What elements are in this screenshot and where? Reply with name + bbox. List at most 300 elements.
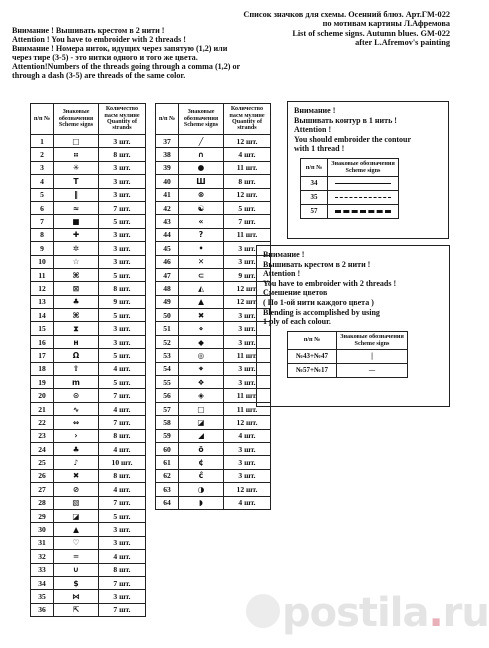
row-number: 12 (31, 282, 54, 295)
strand-quantity: 4 шт. (224, 148, 271, 161)
table-row (156, 295, 271, 308)
row-number: 8 (31, 228, 54, 241)
scheme-sign-icon: ⇔ (54, 416, 99, 429)
row-number: 38 (156, 148, 179, 161)
table-row (31, 590, 146, 603)
header-left-line: через тире (3-5) - это нитки одного и того же цвета. (12, 53, 198, 63)
table-row (31, 295, 146, 308)
blend-sign: | (337, 349, 408, 363)
scheme-sign-icon: □ (54, 135, 99, 148)
row-number: 31 (31, 536, 54, 549)
row-number: 17 (31, 349, 54, 362)
row-number: 25 (31, 456, 54, 469)
row-number: 45 (156, 242, 179, 255)
table-row (31, 322, 146, 335)
table-row (156, 255, 271, 268)
notice-line: You should embroider the contour (294, 134, 412, 144)
row-number: 50 (156, 309, 179, 322)
table-row (31, 349, 146, 362)
row-number: 44 (156, 228, 179, 241)
table-row (156, 322, 271, 335)
scheme-sign-icon: ⊗ (179, 188, 224, 201)
strand-quantity: 5 шт. (99, 349, 146, 362)
row-number: 46 (156, 255, 179, 268)
strand-quantity: 7 шт. (99, 576, 146, 589)
strand-quantity: 11 шт. (224, 389, 271, 402)
strand-quantity: 5 шт. (99, 509, 146, 522)
table-row (156, 376, 271, 389)
table-row (156, 188, 271, 201)
header-left-line: Attention ! You have to embroider with 2 threads ! (12, 35, 186, 45)
strand-quantity: 3 шт. (99, 590, 146, 603)
table-row (31, 456, 146, 469)
row-number: 56 (156, 389, 179, 402)
strand-quantity: 3 шт. (224, 469, 271, 482)
contour-num: 34 (301, 176, 328, 190)
table-row (156, 242, 271, 255)
table-row (31, 416, 146, 429)
table-row (156, 402, 271, 415)
row-number: 62 (156, 469, 179, 482)
table-row (31, 255, 146, 268)
scheme-sign-icon: ▲ (179, 295, 224, 308)
table-row (31, 362, 146, 375)
col-qty-header: Количество пасм мулине Quantity of strands (224, 104, 271, 135)
table-row (156, 469, 271, 482)
scheme-sign-icon: ⊙ (54, 389, 99, 402)
row-number: 57 (156, 402, 179, 415)
strand-quantity: 7 шт. (99, 603, 146, 616)
table-row (31, 402, 146, 415)
notice-line: Внимание ! (294, 106, 336, 115)
strand-quantity: 4 шт. (99, 402, 146, 415)
notice-line: Внимание ! (263, 250, 305, 259)
strand-quantity: 3 шт. (99, 242, 146, 255)
row-number: 35 (31, 590, 54, 603)
row-number: 47 (156, 268, 179, 281)
row-number: 6 (31, 201, 54, 214)
strand-quantity: 5 шт. (99, 268, 146, 281)
scheme-sign-icon: ‖ (54, 188, 99, 201)
header-left-line: Attention!Numbers of the threads going through a comma (1,2) or (12, 62, 241, 72)
row-number: 61 (156, 456, 179, 469)
scheme-sign-icon: ♪ (54, 456, 99, 469)
thin-line-icon (335, 183, 391, 184)
strand-quantity: 3 шт. (224, 242, 271, 255)
row-number: 39 (156, 161, 179, 174)
table-row (31, 188, 146, 201)
scheme-sign-icon: ⋄ (179, 322, 224, 335)
strand-quantity: 3 шт. (224, 255, 271, 268)
row-number: 28 (31, 496, 54, 509)
strand-quantity: 3 шт. (224, 362, 271, 375)
notice-line: ( По 1-ой нити каждого цвета ) (263, 297, 374, 307)
table-row (156, 161, 271, 174)
scheme-sign-icon: $ (54, 576, 99, 589)
scheme-sign-icon: ∿ (54, 402, 99, 415)
scheme-sign-icon: ◈ (179, 389, 224, 402)
scheme-sign-icon: Ш (179, 175, 224, 188)
strand-quantity: 3 шт. (224, 335, 271, 348)
notice-line: Вышивать контур в 1 нить ! (294, 115, 397, 125)
row-number: 23 (31, 429, 54, 442)
table-row (156, 282, 271, 295)
row-number: 26 (31, 469, 54, 482)
strand-quantity: 3 шт. (99, 135, 146, 148)
scheme-sign-icon: T (54, 175, 99, 188)
scheme-sign-icon: ❖ (179, 376, 224, 389)
header-right-line: Список значков для схемы. Осенний блюз. Арт.ГМ-022 (243, 10, 450, 19)
table-row (156, 429, 271, 442)
strand-quantity: 5 шт. (99, 215, 146, 228)
strand-quantity: 8 шт. (99, 429, 146, 442)
strand-quantity: 7 шт. (99, 416, 146, 429)
strand-quantity: 3 шт. (99, 255, 146, 268)
table-row (31, 376, 146, 389)
scheme-sign-icon: ♣ (54, 295, 99, 308)
row-number: 30 (31, 523, 54, 536)
row-number: 5 (31, 188, 54, 201)
table-row (156, 148, 271, 161)
strand-quantity: 3 шт. (99, 536, 146, 549)
strand-quantity: 9 шт. (224, 268, 271, 281)
strand-quantity: 10 шт. (99, 456, 146, 469)
strand-quantity: 4 шт. (99, 483, 146, 496)
scheme-sign-icon: ▧ (54, 496, 99, 509)
table-row (31, 429, 146, 442)
strand-quantity: 11 шт. (224, 349, 271, 362)
table-row (31, 201, 146, 214)
row-number: 60 (156, 442, 179, 455)
row-number: 52 (156, 335, 179, 348)
row-number: 15 (31, 322, 54, 335)
scheme-sign-icon: ◪ (179, 416, 224, 429)
table-row (31, 228, 146, 241)
row-number: 49 (156, 295, 179, 308)
col-sign-header: Знаковые обозначения Scheme signs (328, 158, 399, 176)
contour-table (300, 158, 399, 219)
row-number: 14 (31, 309, 54, 322)
strand-quantity: 5 шт. (99, 309, 146, 322)
strand-quantity: 7 шт. (99, 201, 146, 214)
watermark-dot: . (428, 590, 443, 636)
row-number: 24 (31, 442, 54, 455)
table-row (156, 389, 271, 402)
row-number: 2 (31, 148, 54, 161)
blend-num: №43+№47 (288, 349, 337, 363)
table-row (156, 335, 271, 348)
table-row (156, 442, 271, 455)
strand-quantity: 11 шт. (224, 161, 271, 174)
table-row (31, 242, 146, 255)
scheme-sign-icon: ⇱ (54, 603, 99, 616)
row-number: 53 (156, 349, 179, 362)
strand-quantity: 8 шт. (224, 175, 271, 188)
row-number: 19 (31, 376, 54, 389)
row-number: 37 (156, 135, 179, 148)
table-row (31, 161, 146, 174)
row-number: 33 (31, 563, 54, 576)
contour-num: 57 (301, 204, 328, 218)
strand-quantity: 3 шт. (99, 175, 146, 188)
scheme-sign-icon: ☆ (54, 255, 99, 268)
scheme-sign-icon: ⌘ (54, 268, 99, 281)
blending-notice-box (256, 245, 450, 407)
row-number: 40 (156, 175, 179, 188)
row-number: 13 (31, 295, 54, 308)
strand-quantity: 12 шт. (224, 295, 271, 308)
row-number: 1 (31, 135, 54, 148)
row-number: 18 (31, 362, 54, 375)
col-sign-header: Знаковые обозначения Scheme signs (337, 331, 408, 349)
signs-table-left (30, 103, 146, 617)
row-number: 63 (156, 483, 179, 496)
row-number: 16 (31, 335, 54, 348)
scheme-sign-icon: ✳ (54, 161, 99, 174)
scheme-sign-icon: m (54, 376, 99, 389)
notice-line: Вышивать крестом в 2 нити ! (263, 259, 371, 269)
scheme-sign-icon: › (54, 429, 99, 442)
strand-quantity: 5 шт. (224, 201, 271, 214)
row-number: 41 (156, 188, 179, 201)
table-row (156, 135, 271, 148)
scheme-sign-icon: ⠶ (54, 148, 99, 161)
table-row (31, 389, 146, 402)
scheme-sign-icon: ≈ (54, 201, 99, 214)
row-number: 48 (156, 282, 179, 295)
watermark (282, 590, 489, 636)
col-sign-header: Знаковые обозначения Scheme signs (179, 104, 224, 135)
watermark-tld: ru (442, 590, 489, 636)
strand-quantity: 11 шт. (224, 402, 271, 415)
strand-quantity: 12 шт. (224, 282, 271, 295)
header-right-line: List of scheme signs. Autumn blues. GM-022 (292, 28, 450, 38)
scheme-sign-icon: □ (179, 402, 224, 415)
table-row (31, 282, 146, 295)
table-row (31, 483, 146, 496)
strand-quantity: 4 шт. (99, 362, 146, 375)
row-number: 21 (31, 402, 54, 415)
row-number: 64 (156, 496, 179, 509)
col-num-header: п/п № (31, 104, 54, 135)
scheme-sign-icon: « (179, 215, 224, 228)
table-row (31, 215, 146, 228)
scheme-sign-icon: ◑ (179, 483, 224, 496)
table-row (156, 456, 271, 469)
row-number: 27 (31, 483, 54, 496)
strand-quantity: 7 шт. (99, 496, 146, 509)
strand-quantity: 7 шт. (224, 215, 271, 228)
table-row (31, 550, 146, 563)
strand-quantity: 12 шт. (224, 483, 271, 496)
scheme-sign-icon: ♡ (54, 536, 99, 549)
table-row (31, 135, 146, 148)
table-row (156, 416, 271, 429)
scheme-sign-icon: ⊠ (54, 282, 99, 295)
row-number: 22 (31, 416, 54, 429)
row-number: 42 (156, 201, 179, 214)
strand-quantity: 8 шт. (99, 282, 146, 295)
scheme-sign-icon: ⇧ (54, 362, 99, 375)
notice-line: Attention ! (294, 125, 332, 135)
strand-quantity: 3 шт. (99, 188, 146, 201)
table-row (156, 349, 271, 362)
strand-quantity: 3 шт. (99, 335, 146, 348)
table-row (31, 536, 146, 549)
row-number: 58 (156, 416, 179, 429)
scheme-sign-icon: ✕ (179, 255, 224, 268)
col-num-header: п/п № (288, 331, 337, 349)
scheme-sign-icon: ■ (54, 215, 99, 228)
strand-quantity: 3 шт. (99, 161, 146, 174)
strand-quantity: 12 шт. (224, 188, 271, 201)
table-row (156, 215, 271, 228)
scheme-sign-icon: ◆ (179, 335, 224, 348)
table-row (156, 483, 271, 496)
table-row (31, 309, 146, 322)
row-number: 11 (31, 268, 54, 281)
col-num-header: п/п № (301, 158, 328, 176)
notice-line: Blending is accomplished by using (263, 307, 380, 317)
scheme-sign-icon: ♣ (54, 442, 99, 455)
scheme-sign-icon: ⋈ (54, 590, 99, 603)
table-row (31, 175, 146, 188)
row-number: 9 (31, 242, 54, 255)
col-sign-header: Знаковые обозначения Scheme signs (54, 104, 99, 135)
dashed-line-icon (335, 197, 391, 198)
contour-notice-box (287, 101, 449, 239)
scheme-sign-icon: Ω (54, 349, 99, 362)
scheme-sign-icon: ◭ (179, 282, 224, 295)
table-row (31, 268, 146, 281)
scheme-sign-icon: ⊘ (54, 483, 99, 496)
scheme-sign-icon: ⌘ (54, 309, 99, 322)
scheme-sign-icon: ∪ (54, 563, 99, 576)
header-left-line: Внимание ! Вышивать крестом в 2 нити ! (12, 26, 165, 35)
contour-num: 35 (301, 190, 328, 204)
strand-quantity: 3 шт. (99, 228, 146, 241)
table-row (31, 509, 146, 522)
table-row (31, 576, 146, 589)
scheme-sign-icon: ? (179, 228, 224, 241)
strand-quantity: 4 шт. (99, 442, 146, 455)
header-left (12, 26, 287, 80)
row-number: 59 (156, 429, 179, 442)
watermark-brand: postila (282, 590, 429, 636)
table-row (31, 469, 146, 482)
row-number: 54 (156, 362, 179, 375)
table-row (31, 523, 146, 536)
strand-quantity: 5 шт. (99, 376, 146, 389)
scheme-sign-icon: ╱ (179, 135, 224, 148)
header-right-line: по мотивам картины Л.Афремова (322, 19, 450, 29)
scheme-sign-icon: ∩ (179, 148, 224, 161)
scheme-sign-icon: ═ (54, 550, 99, 563)
strand-quantity: 4 шт. (99, 550, 146, 563)
blending-table (287, 331, 408, 378)
thick-dashed-line-icon (335, 210, 391, 213)
notice-line: You have to embroider with 2 threads ! (263, 278, 397, 288)
scheme-sign-icon: ✚ (54, 228, 99, 241)
row-number: 3 (31, 161, 54, 174)
row-number: 43 (156, 215, 179, 228)
notice-line: with 1 thread ! (294, 144, 345, 154)
scheme-sign-icon: ✲ (54, 242, 99, 255)
watermark-logo-icon (246, 594, 280, 628)
strand-quantity: 4 шт. (224, 496, 271, 509)
scheme-sign-icon: • (179, 242, 224, 255)
scheme-sign-icon: ☯ (179, 201, 224, 214)
scheme-sign-icon: ¢ (179, 456, 224, 469)
strand-quantity: 11 шт. (224, 228, 271, 241)
notice-line: Смешение цветов (263, 288, 328, 298)
scheme-sign-icon: ✖ (54, 469, 99, 482)
strand-quantity: 3 шт. (224, 322, 271, 335)
table-row (156, 362, 271, 375)
table-row (156, 496, 271, 509)
strand-quantity: 7 шт. (99, 389, 146, 402)
scheme-sign-icon: ⌖ (179, 362, 224, 375)
table-row (31, 148, 146, 161)
header-right-line: after L.Afremov's painting (355, 37, 450, 47)
scheme-sign-icon: ● (179, 161, 224, 174)
scheme-sign-icon: ⊂ (179, 268, 224, 281)
table-row (31, 335, 146, 348)
row-number: 32 (31, 550, 54, 563)
row-number: 4 (31, 175, 54, 188)
blend-num: №57+№17 (288, 363, 337, 377)
scheme-sign-icon: ⧗ (54, 322, 99, 335)
row-number: 10 (31, 255, 54, 268)
row-number: 34 (31, 576, 54, 589)
table-row (156, 201, 271, 214)
scheme-sign-icon: н (54, 335, 99, 348)
table-row (31, 496, 146, 509)
row-number: 55 (156, 376, 179, 389)
notice-line: 1 ply of each colour. (263, 317, 331, 327)
scheme-sign-icon: ◎ (179, 349, 224, 362)
table-row (156, 309, 271, 322)
strand-quantity: 3 шт. (99, 322, 146, 335)
table-row (31, 563, 146, 576)
table-row (31, 442, 146, 455)
strand-quantity: 3 шт. (224, 456, 271, 469)
col-qty-header: Количество пасм мулине Quantity of strands (99, 104, 146, 135)
row-number: 36 (31, 603, 54, 616)
scheme-sign-icon: ◗ (179, 496, 224, 509)
scheme-sign-icon: ĉ (179, 469, 224, 482)
scheme-sign-icon: ö (179, 442, 224, 455)
strand-quantity: 8 шт. (99, 148, 146, 161)
table-row (156, 175, 271, 188)
scheme-sign-icon: ▲ (54, 523, 99, 536)
row-number: 7 (31, 215, 54, 228)
strand-quantity: 3 шт. (224, 376, 271, 389)
header-left-line: through a dash (3-5) are threads of the same color. (12, 71, 186, 81)
blend-sign: — (337, 363, 408, 377)
header-left-line: Внимание ! Номера ниток, идущих через запятую (1,2) или (12, 44, 228, 54)
table-row (156, 228, 271, 241)
strand-quantity: 8 шт. (99, 469, 146, 482)
scheme-sign-icon: ◢ (179, 429, 224, 442)
row-number: 29 (31, 509, 54, 522)
notice-line: Attention ! (263, 269, 301, 279)
strand-quantity: 8 шт. (99, 563, 146, 576)
table-row (31, 603, 146, 616)
row-number: 20 (31, 389, 54, 402)
strand-quantity: 3 шт. (224, 442, 271, 455)
scheme-sign-icon: ✖ (179, 309, 224, 322)
